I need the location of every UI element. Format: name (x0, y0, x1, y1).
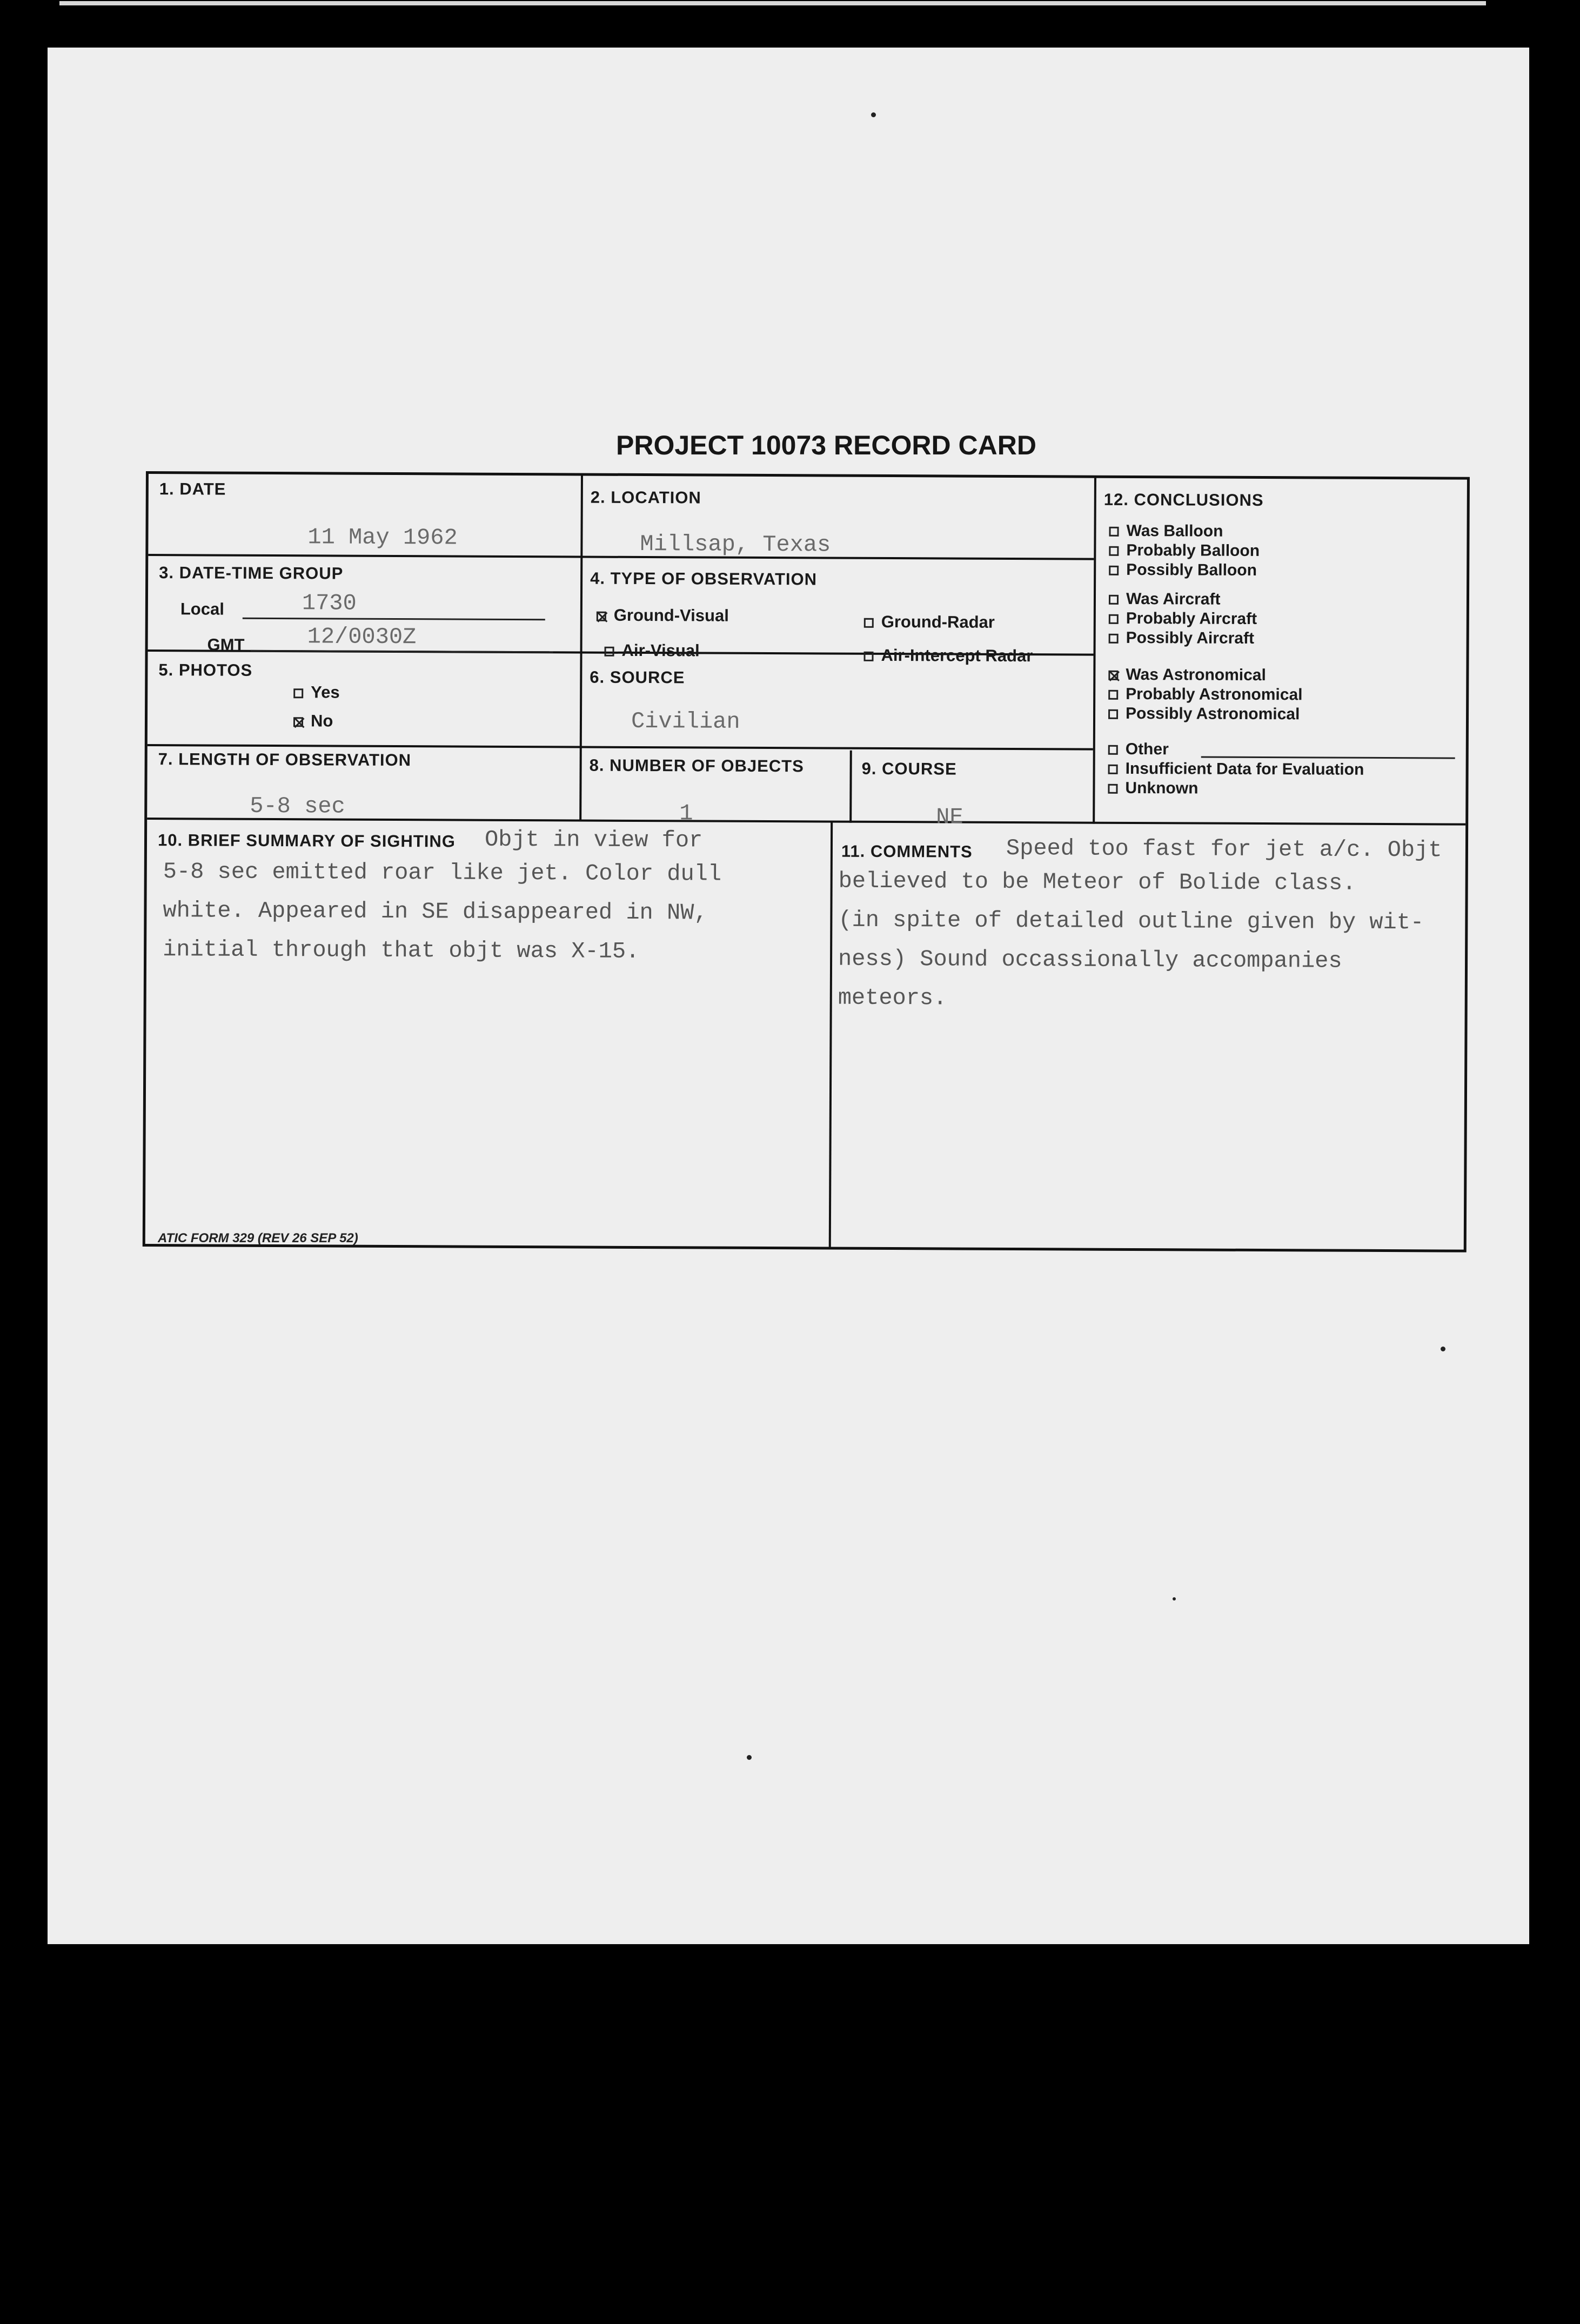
form-title: PROJECT 10073 RECORD CARD (616, 430, 1036, 460)
other-line (1201, 756, 1455, 759)
summary-text (163, 852, 721, 972)
photos-label: 5. PHOTOS (158, 660, 253, 680)
probably-balloon-checkbox (1109, 546, 1119, 556)
date-value: 11 May 1962 (307, 524, 458, 551)
summary-line: 5-8 sec emitted roar like jet. Color dull (163, 859, 722, 887)
course-value: NE (936, 804, 963, 831)
divider-course (849, 751, 852, 823)
probably-aircraft-checkbox (1109, 614, 1119, 624)
opt-air-intercept: Air-Intercept Radar (863, 646, 1033, 666)
concl-insufficient: Insufficient Data for Evaluation (1108, 759, 1364, 780)
divider-col1 (579, 476, 583, 822)
source-value: Civilian (631, 708, 740, 735)
comments-line: meteors. (838, 984, 947, 1012)
gmt-label: GMT (207, 635, 245, 654)
photos-yes: Yes (293, 682, 340, 702)
opt-ground-visual: Ground-Visual (597, 606, 729, 626)
summary-label: 10. BRIEF SUMMARY OF SIGHTING (157, 831, 456, 851)
photos-no: No (293, 711, 333, 731)
was-aircraft-checkbox (1109, 595, 1119, 605)
comments-line: ness) Sound occassionally accompanies (838, 946, 1342, 974)
opt-air-visual: Air-Visual (604, 641, 699, 661)
concl-probably-aircraft: Probably Aircraft (1109, 609, 1257, 629)
concl-probably-balloon: Probably Balloon (1109, 541, 1260, 561)
unknown-checkbox (1108, 784, 1117, 794)
ground-radar-checkbox (864, 618, 874, 628)
summary-first-line: Objt in view for (484, 826, 703, 854)
photos-no-checkbox-checked (293, 717, 303, 727)
concl-possibly-balloon: Possibly Balloon (1109, 560, 1257, 580)
row-divider-3 (148, 744, 1093, 751)
probably-astronomical-checkbox (1108, 690, 1118, 700)
ground-visual-checkbox-checked (597, 611, 606, 621)
source-label: 6. SOURCE (590, 667, 685, 687)
local-label: Local (180, 599, 224, 619)
date-label: 1. DATE (159, 479, 226, 499)
paper-top-edge (59, 1, 1486, 5)
summary-line: white. Appeared in SE disappeared in NW, (163, 898, 708, 926)
location-label: 2. LOCATION (590, 487, 701, 507)
course-label: 9. COURSE (861, 759, 957, 779)
objects-value: 1 (679, 800, 693, 827)
photos-yes-checkbox (293, 688, 303, 698)
form-number: ATIC FORM 329 (REV 26 SEP 52) (158, 1231, 358, 1245)
concl-possibly-aircraft: Possibly Aircraft (1109, 628, 1254, 648)
air-visual-checkbox (605, 647, 614, 657)
concl-was-balloon: Was Balloon (1109, 521, 1223, 541)
concl-unknown: Unknown (1108, 779, 1198, 799)
conclusions-label: 12. CONCLUSIONS (1103, 490, 1264, 510)
comments-label: 11. COMMENTS (841, 841, 973, 861)
divider-col3 (1093, 478, 1096, 824)
row-divider-1 (148, 554, 1094, 560)
location-value: Millsap, Texas (640, 531, 831, 558)
dust-speck (1441, 1347, 1445, 1351)
possibly-astronomical-checkbox (1108, 709, 1118, 719)
concl-was-aircraft: Was Aircraft (1109, 590, 1221, 610)
type-label: 4. TYPE OF OBSERVATION (590, 568, 818, 589)
local-value: 1730 (302, 590, 357, 617)
possibly-aircraft-checkbox (1109, 634, 1119, 644)
comments-first-line: Speed too fast for jet a/c. Objt (1006, 835, 1442, 863)
dust-speck (1173, 1597, 1176, 1600)
opt-ground-radar: Ground-Radar (864, 612, 995, 632)
summary-line: initial through that objt was X-15. (163, 936, 640, 965)
was-astronomical-checkbox-checked (1108, 671, 1118, 680)
concl-other: Other (1108, 740, 1169, 759)
dtg-label: 3. DATE-TIME GROUP (159, 563, 344, 583)
insufficient-checkbox (1108, 765, 1118, 774)
dust-speck (871, 112, 876, 117)
objects-label: 8. NUMBER OF OBJECTS (589, 755, 804, 776)
possibly-balloon-checkbox (1109, 566, 1119, 575)
concl-was-astronomical: Was Astronomical (1108, 665, 1266, 685)
concl-probably-astronomical: Probably Astronomical (1108, 685, 1302, 705)
comments-text (838, 862, 1424, 1020)
was-balloon-checkbox (1109, 527, 1119, 537)
length-label: 7. LENGTH OF OBSERVATION (158, 749, 412, 770)
local-line (243, 618, 545, 620)
concl-possibly-astronomical: Possibly Astronomical (1108, 704, 1300, 725)
dust-speck (747, 1755, 752, 1760)
record-card (143, 471, 1470, 1253)
divider-summary (829, 823, 833, 1247)
gmt-value: 12/0030Z (307, 624, 417, 651)
air-intercept-checkbox (863, 652, 873, 661)
comments-line: (in spite of detailed outline given by wit- (838, 907, 1424, 936)
length-value: 5-8 sec (250, 793, 345, 820)
other-checkbox (1108, 745, 1118, 755)
comments-line: believed to be Meteor of Bolide class. (838, 868, 1356, 896)
